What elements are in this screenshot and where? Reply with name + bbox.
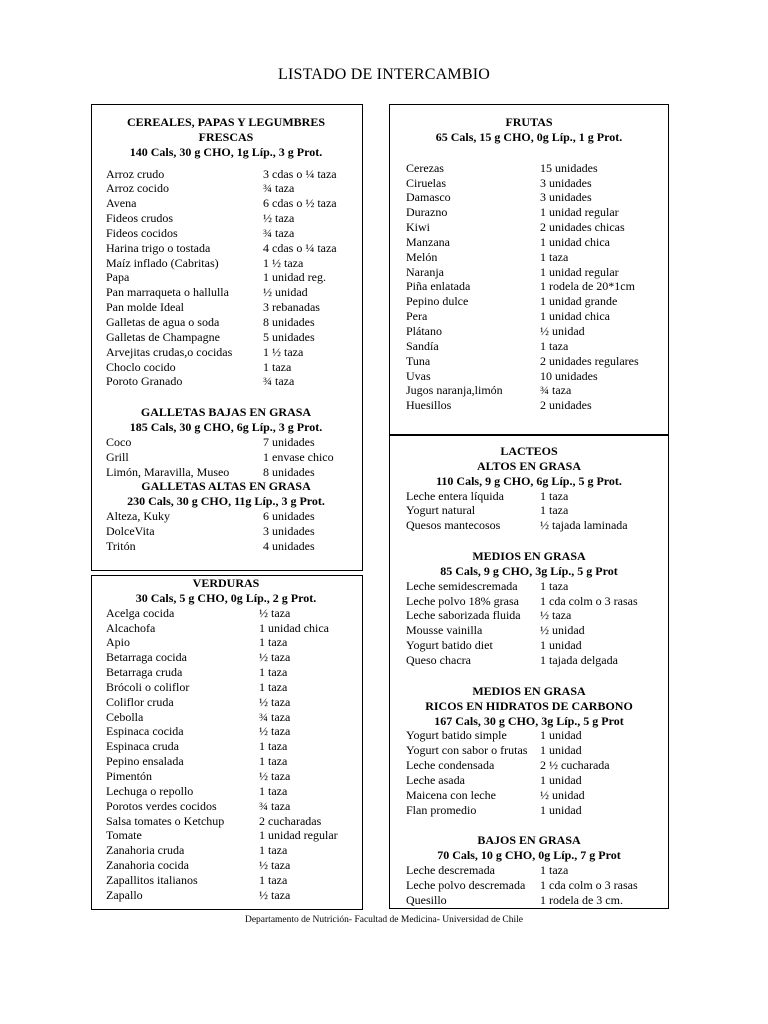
item-name: Avena (106, 196, 137, 211)
list-item (106, 724, 362, 739)
list-item (106, 285, 362, 300)
list-item (106, 270, 362, 285)
item-portion: ½ taza (540, 608, 572, 623)
item-name: Flan promedio (406, 802, 477, 817)
item-name: Harina trigo o tostada (106, 240, 211, 255)
item-name: Plátano (406, 323, 442, 338)
item-name: Leche semidescremada (406, 578, 518, 593)
item-portion: 1 unidad (540, 772, 582, 787)
lacteos-ricos-heading-line1: MEDIOS EN GRASA (472, 683, 586, 698)
item-name: Maíz inflado (Cabritas) (106, 255, 219, 270)
item-name: Huesillos (406, 398, 452, 413)
list-item (106, 345, 362, 360)
item-portion: 1 cda colm o 3 rasas (540, 877, 638, 892)
item-portion: ½ taza (263, 211, 295, 226)
list-item (106, 754, 362, 769)
list-item (406, 594, 668, 609)
list-item (406, 788, 668, 803)
frutas-nutrition: 65 Cals, 15 g CHO, 0g Líp., 1 g Prot. (435, 129, 623, 144)
list-item (106, 435, 362, 450)
list-item (406, 190, 668, 205)
cereales-nutrition: 140 Cals, 30 g CHO, 1g Líp., 3 g Prot. (129, 144, 323, 159)
item-name: Kiwi (406, 220, 430, 235)
list-item (406, 758, 668, 773)
list-item (406, 324, 668, 339)
item-name: Tomate (106, 828, 142, 843)
list-item (106, 256, 362, 271)
item-portion: 1 cda colm o 3 rasas (540, 593, 638, 608)
item-portion: 1 unidad grande (540, 294, 618, 309)
item-name: Leche asada (406, 772, 465, 787)
item-name: Galletas de Champagne (106, 329, 220, 344)
verduras-section (91, 575, 363, 910)
galletas-bajas-heading: GALLETAS BAJAS EN GRASA (140, 405, 312, 420)
item-portion: 1 unidad regular (540, 205, 619, 220)
item-portion: ¾ taza (263, 374, 295, 389)
item-name: Poroto Granado (106, 374, 183, 389)
item-name: Grill (106, 449, 129, 464)
item-name: Pan marraqueta o hallulla (106, 285, 229, 300)
item-name: Fideos crudos (106, 211, 173, 226)
galletas-altas-list (106, 509, 362, 554)
list-item (106, 196, 362, 211)
item-portion: ½ taza (259, 650, 291, 665)
list-item (406, 265, 668, 280)
item-portion: 1 taza (259, 739, 288, 754)
item-portion: 1 unidad chica (259, 620, 329, 635)
list-item (106, 858, 362, 873)
list-item (106, 784, 362, 799)
list-item (406, 250, 668, 265)
item-portion: ½ taza (259, 694, 291, 709)
galletas-altas-nutrition: 230 Cals, 30 g CHO, 11g Líp., 3 g Prot. (127, 494, 325, 509)
item-portion: 1 ½ taza (263, 344, 304, 359)
item-name: Quesos mantecosos (406, 518, 501, 533)
item-name: Uvas (406, 368, 431, 383)
list-item (406, 728, 668, 743)
item-name: Betarraga cocida (106, 650, 187, 665)
item-name: Apio (106, 635, 130, 650)
lacteos-ricos-nutrition: 167 Cals, 30 g CHO, 3g Líp., 5 g Prot (434, 713, 624, 728)
list-item (106, 509, 362, 524)
list-item (106, 450, 362, 465)
item-portion: ½ taza (259, 724, 291, 739)
list-item (106, 606, 362, 621)
lacteos-medios-nutrition: 85 Cals, 9 g CHO, 3g Líp., 5 g Prot (440, 563, 618, 578)
item-name: Pera (406, 309, 428, 324)
item-portion: 8 unidades (263, 464, 315, 479)
item-name: Fideos cocidos (106, 225, 178, 240)
item-portion: 8 unidades (263, 314, 315, 329)
item-name: Alteza, Kuky (106, 509, 170, 524)
item-portion: ½ taza (259, 605, 291, 620)
list-item (406, 803, 668, 818)
lacteos-altos-nutrition: 110 Cals, 9 g CHO, 6g Líp., 5 g Prot. (436, 473, 622, 488)
item-name: Damasco (406, 190, 451, 205)
list-item (106, 680, 362, 695)
item-name: Yogurt batido diet (406, 638, 493, 653)
footer-credit: Departamento de Nutrición- Facultad de Medicina- Universidad de Chile (244, 915, 524, 925)
list-item (406, 743, 668, 758)
item-portion: 3 unidades (540, 190, 592, 205)
item-portion: ¾ taza (259, 798, 291, 813)
list-item (406, 623, 668, 638)
lacteos-medios-heading: MEDIOS EN GRASA (472, 549, 586, 564)
list-item (106, 300, 362, 315)
list-item (106, 828, 362, 843)
list-item (106, 524, 362, 539)
item-name: Zanahoria cruda (106, 843, 185, 858)
item-name: Acelga cocida (106, 605, 175, 620)
item-portion: 1 taza (540, 249, 569, 264)
verduras-nutrition: 30 Cals, 5 g CHO, 0g Líp., 2 g Prot. (135, 590, 317, 605)
item-name: DolceVita (106, 523, 155, 538)
cereales-heading-line1: CEREALES, PAPAS Y LEGUMBRES (126, 115, 326, 129)
item-name: Yogurt con sabor o frutas (406, 743, 528, 758)
cereales-list (106, 167, 362, 390)
item-portion: 1 unidad (540, 743, 582, 758)
item-name: Maicena con leche (406, 787, 496, 802)
item-name: Queso chacra (406, 652, 471, 667)
item-name: Yogurt natural (406, 503, 476, 518)
list-item (106, 799, 362, 814)
item-name: Mousse vainilla (406, 623, 483, 638)
cereales-section (91, 104, 363, 571)
item-name: Leche polvo descremada (406, 877, 526, 892)
list-item (406, 220, 668, 235)
list-item (106, 873, 362, 888)
verduras-heading: VERDURAS (192, 576, 260, 590)
list-item (106, 888, 362, 903)
item-name: Cebolla (106, 709, 144, 724)
list-item (106, 374, 362, 389)
frutas-section (389, 104, 669, 435)
item-name: Leche saborizada fluida (406, 608, 521, 623)
item-name: Coliflor cruda (106, 694, 174, 709)
cereales-heading-line2: FRESCAS (198, 129, 254, 144)
item-portion: 3 rebanadas (263, 300, 320, 315)
item-portion: 1 taza (259, 665, 288, 680)
item-portion: 1 taza (259, 754, 288, 769)
list-item (406, 398, 668, 413)
item-name: Pepino dulce (406, 294, 469, 309)
item-name: Zapallo (106, 887, 143, 902)
lacteos-section (389, 435, 669, 909)
item-portion: 1 taza (259, 843, 288, 858)
item-name: Jugos naranja,limón (406, 383, 503, 398)
lacteos-heading: LACTEOS (500, 444, 558, 458)
item-name: Pepino ensalada (106, 754, 184, 769)
list-item (106, 167, 362, 182)
document-title: LISTADO DE INTERCAMBIO (278, 66, 490, 83)
item-portion: 1 rodela de 3 cm. (540, 892, 623, 907)
list-item (406, 309, 668, 324)
galletas-bajas-nutrition: 185 Cals, 30 g CHO, 6g Líp., 3 g Prot. (129, 420, 323, 435)
list-item (406, 638, 668, 653)
item-portion: 1 taza (263, 359, 292, 374)
item-portion: 1 unidad chica (540, 234, 610, 249)
item-portion: 2 unidades chicas (540, 220, 625, 235)
lacteos-bajos-heading: BAJOS EN GRASA (477, 833, 581, 848)
item-portion: ½ unidad (540, 787, 585, 802)
lacteos-ricos-list (406, 728, 668, 817)
list-item (106, 843, 362, 858)
item-portion: 1 tajada delgada (540, 652, 618, 667)
lacteos-medios-list (406, 579, 668, 668)
list-item (406, 176, 668, 191)
item-portion: 1 unidad regular (540, 264, 619, 279)
item-portion: ¾ taza (540, 383, 572, 398)
item-portion: 2 cucharadas (259, 813, 322, 828)
lacteos-bajos-list (406, 863, 668, 908)
list-item (106, 650, 362, 665)
list-item (406, 489, 668, 504)
item-portion: 1 taza (540, 338, 569, 353)
lacteos-ricos-heading-line2: RICOS EN HIDRATOS DE CARBONO (425, 698, 633, 713)
list-item (106, 814, 362, 829)
list-item (406, 878, 668, 893)
item-portion: 15 unidades (540, 160, 598, 175)
item-portion: 1 envase chico (263, 449, 334, 464)
item-name: Brócoli o coliflor (106, 679, 190, 694)
item-portion: 1 rodela de 20*1cm (540, 279, 635, 294)
item-portion: ½ taza (259, 858, 291, 873)
list-item (106, 211, 362, 226)
item-portion: ½ taza (259, 768, 291, 783)
list-item (406, 369, 668, 384)
list-item (106, 710, 362, 725)
list-item (406, 161, 668, 176)
item-name: Manzana (406, 234, 450, 249)
list-item (106, 665, 362, 680)
item-portion: ¾ taza (263, 181, 295, 196)
item-name: Sandía (406, 338, 439, 353)
item-portion: ½ unidad (540, 623, 585, 638)
list-item (106, 769, 362, 784)
item-name: Tritón (106, 538, 136, 553)
list-item (106, 695, 362, 710)
list-item (106, 635, 362, 650)
galletas-bajas-list (106, 435, 362, 480)
item-portion: 5 unidades (263, 329, 315, 344)
list-item (406, 279, 668, 294)
item-portion: 2 unidades regulares (540, 353, 639, 368)
item-portion: ½ unidad (263, 285, 308, 300)
item-portion: 6 cdas o ½ taza (263, 196, 337, 211)
list-item (406, 354, 668, 369)
item-portion: 1 taza (540, 488, 569, 503)
list-item (106, 360, 362, 375)
frutas-heading: FRUTAS (505, 115, 553, 129)
item-name: Tuna (406, 353, 431, 368)
item-portion: 1 taza (540, 578, 569, 593)
item-portion: 1 unidad reg. (263, 270, 326, 285)
item-name: Coco (106, 434, 132, 449)
item-name: Naranja (406, 264, 444, 279)
item-name: Limón, Maravilla, Museo (106, 464, 230, 479)
item-name: Arroz cocido (106, 181, 169, 196)
galletas-altas-heading: GALLETAS ALTAS EN GRASA (141, 479, 311, 494)
item-portion: 6 unidades (263, 509, 315, 524)
item-portion: 3 unidades (263, 523, 315, 538)
item-name: Arroz crudo (106, 166, 165, 181)
item-portion: 1 taza (259, 783, 288, 798)
item-name: Leche polvo 18% grasa (406, 593, 519, 608)
lacteos-altos-heading: ALTOS EN GRASA (476, 458, 582, 473)
item-portion: 1 taza (259, 679, 288, 694)
item-name: Piña enlatada (406, 279, 471, 294)
item-name: Quesillo (406, 892, 447, 907)
item-name: Choclo cocido (106, 359, 176, 374)
item-name: Espinaca cruda (106, 739, 179, 754)
item-name: Espinaca cocida (106, 724, 184, 739)
item-portion: 1 unidad chica (540, 309, 610, 324)
item-portion: 4 unidades (263, 538, 315, 553)
list-item (106, 226, 362, 241)
item-portion: ½ tajada laminada (540, 518, 628, 533)
item-name: Melón (406, 249, 438, 264)
item-portion: 4 cdas o ¼ taza (263, 240, 337, 255)
item-portion: ¾ taza (263, 225, 295, 240)
list-item (406, 518, 668, 533)
item-portion: 1 unidad (540, 802, 582, 817)
item-portion: ¾ taza (259, 709, 291, 724)
item-name: Galletas de agua o soda (106, 314, 220, 329)
list-item (106, 330, 362, 345)
item-portion: 1 unidad (540, 728, 582, 743)
list-item (406, 235, 668, 250)
list-item (406, 773, 668, 788)
list-item (406, 294, 668, 309)
list-item (406, 863, 668, 878)
list-item (106, 465, 362, 480)
list-item (106, 621, 362, 636)
list-item (406, 339, 668, 354)
item-portion: 1 taza (540, 863, 569, 878)
item-name: Cerezas (406, 160, 444, 175)
item-name: Pan molde Ideal (106, 300, 184, 315)
item-name: Lechuga o repollo (106, 783, 194, 798)
item-name: Zapallitos italianos (106, 872, 198, 887)
item-portion: 10 unidades (540, 368, 598, 383)
item-portion: 1 unidad regular (259, 828, 338, 843)
list-item (106, 315, 362, 330)
lacteos-altos-list (406, 489, 668, 534)
item-portion: 3 unidades (540, 175, 592, 190)
list-item (406, 503, 668, 518)
item-name: Salsa tomates o Ketchup (106, 813, 225, 828)
list-item (106, 181, 362, 196)
item-name: Pimentón (106, 768, 153, 783)
item-portion: 1 taza (259, 872, 288, 887)
item-portion: 1 taza (540, 503, 569, 518)
item-portion: ½ taza (259, 887, 291, 902)
item-name: Zanahoria cocida (106, 858, 189, 873)
item-name: Porotos verdes cocidos (106, 798, 217, 813)
list-item (406, 893, 668, 908)
list-item (406, 608, 668, 623)
list-item (406, 205, 668, 220)
item-portion: 3 cdas o ¼ taza (263, 166, 337, 181)
item-name: Leche descremada (406, 863, 495, 878)
item-name: Betarraga cruda (106, 665, 183, 680)
list-item (106, 241, 362, 256)
list-item (406, 383, 668, 398)
frutas-list (406, 161, 668, 413)
item-name: Alcachofa (106, 620, 156, 635)
list-item (406, 653, 668, 668)
item-portion: ½ unidad (540, 323, 585, 338)
item-portion: 7 unidades (263, 434, 315, 449)
item-portion: 1 unidad (540, 638, 582, 653)
item-name: Arvejitas crudas,o cocidas (106, 344, 233, 359)
verduras-list (106, 606, 362, 903)
item-name: Durazno (406, 205, 448, 220)
item-name: Ciruelas (406, 175, 446, 190)
item-name: Leche entera líquida (406, 488, 504, 503)
item-name: Leche condensada (406, 758, 495, 773)
item-portion: 2 unidades (540, 398, 592, 413)
list-item (406, 579, 668, 594)
item-portion: 1 taza (259, 635, 288, 650)
item-portion: 2 ½ cucharada (540, 758, 610, 773)
list-item (106, 739, 362, 754)
lacteos-bajos-nutrition: 70 Cals, 10 g CHO, 0g Líp., 7 g Prot (437, 848, 621, 863)
list-item (106, 539, 362, 554)
item-name: Papa (106, 270, 130, 285)
item-name: Yogurt batido simple (406, 728, 507, 743)
item-portion: 1 ½ taza (263, 255, 304, 270)
